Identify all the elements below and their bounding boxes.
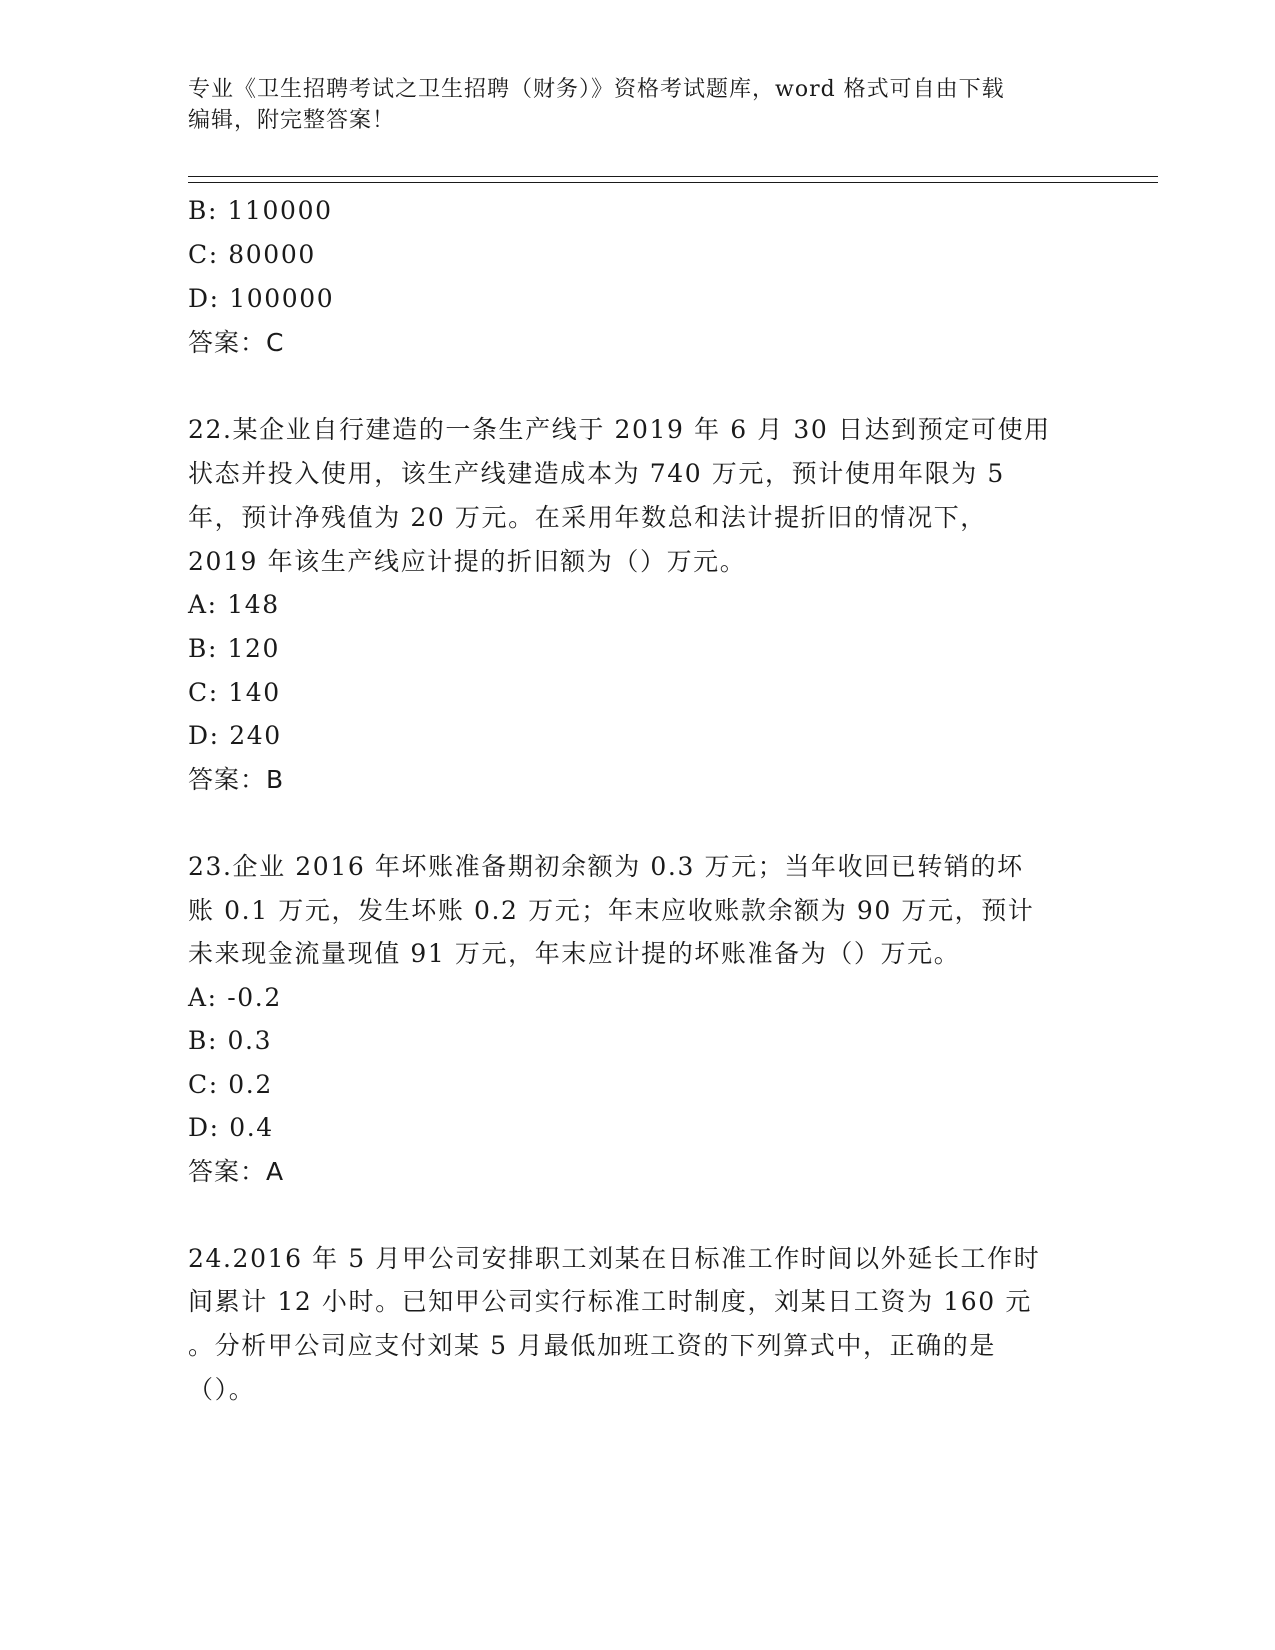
- document-header: [188, 74, 1088, 136]
- q21-option-b: B: 110000: [188, 196, 333, 225]
- header-line-2: 编辑，附完整答案！: [188, 108, 396, 133]
- q24-stem-line-4: （）。: [188, 1375, 256, 1404]
- q22-stem-line-1: 22.某企业自行建造的一条生产线于 2019 年 6 月 30 日达到预定可使用: [188, 415, 1051, 444]
- q24-stem-line-1: 24.2016 年 5 月甲公司安排职工刘某在日标准工作时间以外延长工作时: [188, 1244, 1041, 1273]
- q24-stem-line-3: 。分析甲公司应支付刘某 5 月最低加班工资的下列算式中，正确的是: [188, 1331, 997, 1360]
- q22-stem-line-2: 状态并投入使用，该生产线建造成本为 740 万元，预计使用年限为 5: [188, 459, 1005, 488]
- header-line-1: 专业《卫生招聘考试之卫生招聘（财务）》资格考试题库，word 格式可自由下载: [188, 77, 1005, 102]
- q22-option-c: C: 140: [188, 678, 281, 707]
- q21-option-d: D: 100000: [188, 284, 335, 313]
- q23-stem-line-1: 23.企业 2016 年坏账准备期初余额为 0.3 万元；当年收回已转销的坏: [188, 852, 1024, 881]
- q21-answer: 答案：C: [188, 328, 285, 357]
- q24-stem-line-2: 间累计 12 小时。已知甲公司实行标准工时制度，刘某日工资为 160 元: [188, 1287, 1032, 1316]
- header-divider-top: [188, 176, 1158, 177]
- q22-answer: 答案：B: [188, 765, 285, 794]
- q21-option-c: C: 80000: [188, 240, 316, 269]
- q22-option-a: A: 148: [188, 590, 280, 619]
- header-divider-bottom: [188, 182, 1158, 183]
- q23-stem-line-3: 未来现金流量现值 91 万元，年末应计提的坏账准备为（）万元。: [188, 939, 961, 968]
- q22-stem-line-3: 年，预计净残值为 20 万元。在采用年数总和法计提折旧的情况下，: [188, 503, 987, 532]
- q22-option-d: D: 240: [188, 721, 282, 750]
- q22-option-b: B: 120: [188, 634, 281, 663]
- q23-stem-line-2: 账 0.1 万元，发生坏账 0.2 万元；年末应收账款余额为 90 万元，预计: [188, 896, 1035, 925]
- q23-answer: 答案：A: [188, 1157, 285, 1186]
- q23-option-b: B: 0.3: [188, 1026, 273, 1055]
- q23-option-c: C: 0.2: [188, 1070, 273, 1099]
- q22-stem-line-4: 2019 年该生产线应计提的折旧额为（）万元。: [188, 547, 747, 576]
- q23-option-d: D: 0.4: [188, 1113, 274, 1142]
- q23-option-a: A: -0.2: [188, 983, 282, 1012]
